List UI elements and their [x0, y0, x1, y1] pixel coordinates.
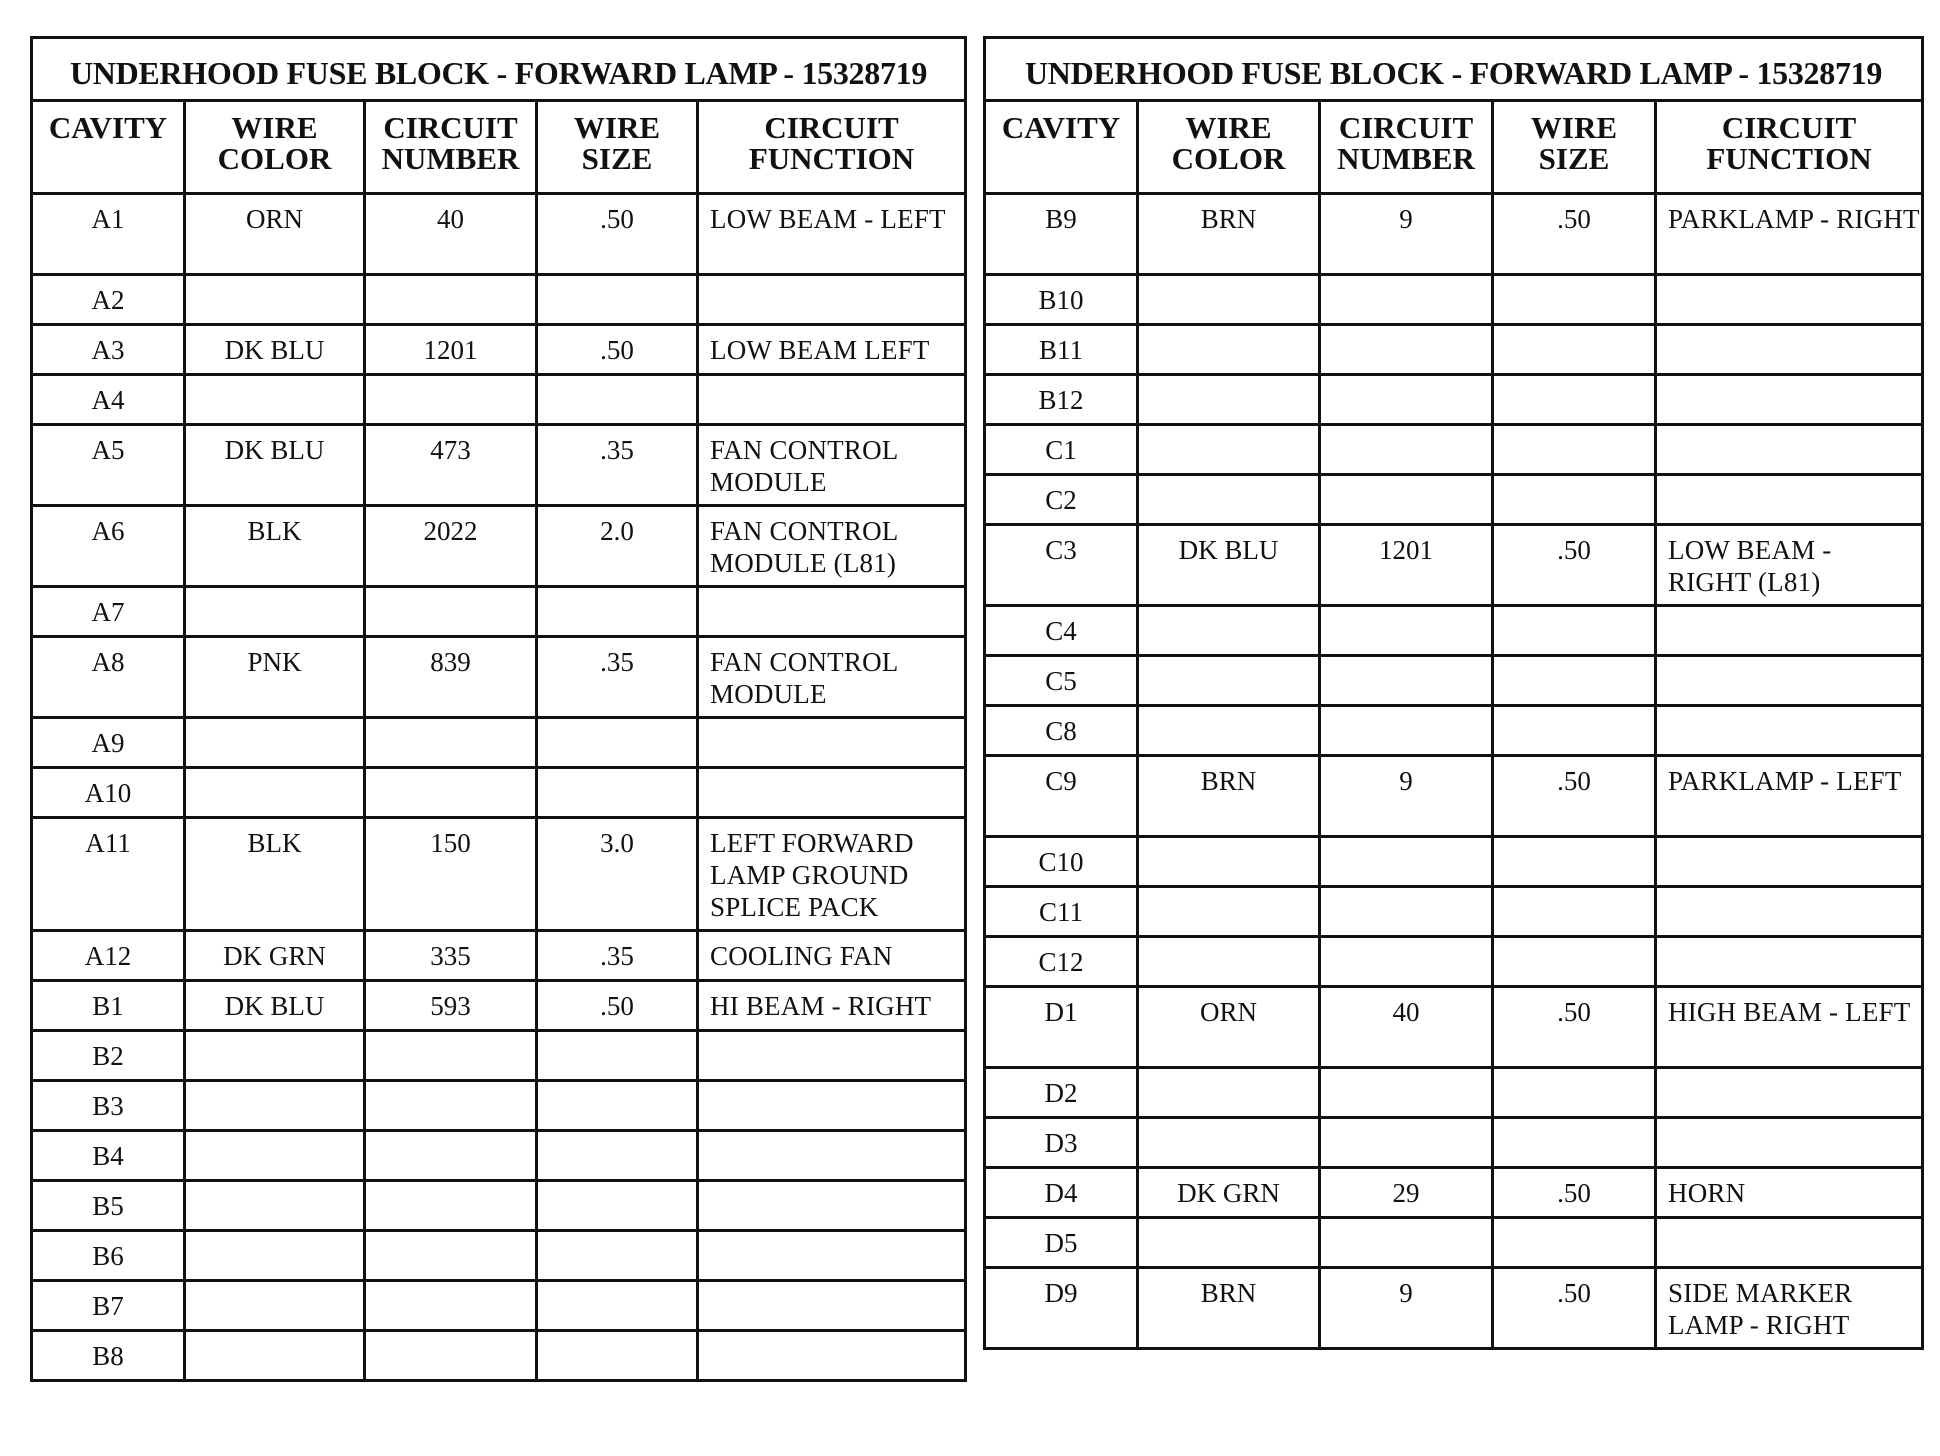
table-row [32, 375, 966, 425]
table-row [32, 275, 966, 325]
cavity-cell: A2 [32, 275, 185, 325]
cavity-cell: B2 [32, 1031, 185, 1081]
circuit-function-cell [698, 1331, 966, 1381]
circuit-number-cell [1320, 375, 1493, 425]
cavity-cell: A10 [32, 768, 185, 818]
header-wire-color: WIRE COLOR [1138, 101, 1320, 194]
wire-color-cell [1138, 1068, 1320, 1118]
cavity-cell: B3 [32, 1081, 185, 1131]
circuit-function-cell [1656, 837, 1923, 887]
circuit-function-cell: LOW BEAM - LEFT [698, 194, 966, 275]
wire-color-cell [1138, 656, 1320, 706]
wire-size-cell: .50 [1493, 525, 1656, 606]
circuit-function-cell: HI BEAM - RIGHT [698, 981, 966, 1031]
wire-color-cell: BRN [1138, 756, 1320, 837]
circuit-function-cell [1656, 1068, 1923, 1118]
cavity-cell: C2 [985, 475, 1138, 525]
cavity-cell: C8 [985, 706, 1138, 756]
circuit-number-cell: 40 [1320, 987, 1493, 1068]
circuit-number-cell [1320, 275, 1493, 325]
circuit-number-cell [1320, 937, 1493, 987]
right-table-body [985, 194, 1923, 1349]
table-row [32, 768, 966, 818]
circuit-number-cell [365, 587, 537, 637]
left-connector-table [30, 36, 967, 1382]
cavity-cell: B1 [32, 981, 185, 1031]
cavity-cell: C3 [985, 525, 1138, 606]
table-row [32, 1231, 966, 1281]
wire-color-cell [185, 1181, 365, 1231]
circuit-function-cell: PARKLAMP - LEFT [1656, 756, 1923, 837]
circuit-number-cell [1320, 425, 1493, 475]
wire-size-cell [537, 1031, 698, 1081]
header-circuit-number: CIRCUIT NUMBER [365, 101, 537, 194]
circuit-function-cell [698, 718, 966, 768]
wire-color-cell [1138, 706, 1320, 756]
wire-size-cell [537, 1231, 698, 1281]
circuit-function-cell [1656, 1118, 1923, 1168]
circuit-number-cell: 9 [1320, 1268, 1493, 1349]
circuit-number-cell [365, 275, 537, 325]
circuit-function-cell [698, 1081, 966, 1131]
table-row [985, 1268, 1923, 1349]
wire-color-cell [185, 1331, 365, 1381]
header-circuit-function: CIRCUIT FUNCTION [1656, 101, 1923, 194]
circuit-number-cell: 29 [1320, 1168, 1493, 1218]
circuit-number-cell: 2022 [365, 506, 537, 587]
table-row [985, 656, 1923, 706]
wire-size-cell: 2.0 [537, 506, 698, 587]
circuit-function-cell [1656, 425, 1923, 475]
cavity-cell: D5 [985, 1218, 1138, 1268]
circuit-function-cell: HORN [1656, 1168, 1923, 1218]
wire-size-cell [1493, 887, 1656, 937]
wire-size-cell [537, 1331, 698, 1381]
circuit-function-cell: FAN CONTROL MODULE [698, 425, 966, 506]
wire-size-cell: 3.0 [537, 818, 698, 931]
table-row [985, 837, 1923, 887]
table-row [985, 525, 1923, 606]
table-row [32, 506, 966, 587]
circuit-number-cell [1320, 837, 1493, 887]
cavity-cell: A3 [32, 325, 185, 375]
wire-color-cell: PNK [185, 637, 365, 718]
wire-size-cell [537, 1281, 698, 1331]
header-cavity: CAVITY [985, 101, 1138, 194]
table-row [985, 425, 1923, 475]
header-row [32, 101, 966, 194]
cavity-cell: B12 [985, 375, 1138, 425]
wire-color-cell: DK BLU [185, 325, 365, 375]
circuit-number-cell [1320, 1068, 1493, 1118]
wire-color-cell: DK BLU [185, 981, 365, 1031]
wire-color-cell: ORN [185, 194, 365, 275]
wire-color-cell: DK GRN [185, 931, 365, 981]
table-title: UNDERHOOD FUSE BLOCK - FORWARD LAMP - 15328719 [985, 38, 1923, 101]
cavity-cell: C1 [985, 425, 1138, 475]
wire-color-cell [185, 1031, 365, 1081]
right-connector-table [983, 36, 1924, 1350]
cavity-cell: A5 [32, 425, 185, 506]
circuit-function-cell [698, 1031, 966, 1081]
table-title: UNDERHOOD FUSE BLOCK - FORWARD LAMP - 15328719 [32, 38, 966, 101]
wire-size-cell: .50 [1493, 1268, 1656, 1349]
table-row [985, 194, 1923, 275]
wire-color-cell [1138, 325, 1320, 375]
cavity-cell: D3 [985, 1118, 1138, 1168]
wire-size-cell [537, 587, 698, 637]
wire-color-cell [185, 768, 365, 818]
cavity-cell: C11 [985, 887, 1138, 937]
wire-color-cell [185, 718, 365, 768]
table-row [32, 325, 966, 375]
cavity-cell: B6 [32, 1231, 185, 1281]
wire-size-cell: .50 [1493, 194, 1656, 275]
wire-color-cell [185, 1131, 365, 1181]
circuit-number-cell: 40 [365, 194, 537, 275]
wire-size-cell [537, 1181, 698, 1231]
table-row [985, 325, 1923, 375]
cavity-cell: B10 [985, 275, 1138, 325]
table-row [985, 375, 1923, 425]
cavity-cell: A9 [32, 718, 185, 768]
cavity-cell: B4 [32, 1131, 185, 1181]
wire-size-cell [537, 768, 698, 818]
cavity-cell: B7 [32, 1281, 185, 1331]
wire-size-cell [537, 718, 698, 768]
cavity-cell: B5 [32, 1181, 185, 1231]
table-row [32, 931, 966, 981]
circuit-function-cell [698, 375, 966, 425]
table-row [32, 718, 966, 768]
wire-size-cell [1493, 325, 1656, 375]
cavity-cell: A7 [32, 587, 185, 637]
table-title-row [32, 38, 966, 101]
table-row [32, 818, 966, 931]
cavity-cell: A11 [32, 818, 185, 931]
circuit-function-cell: LEFT FORWARD LAMP GROUND SPLICE PACK [698, 818, 966, 931]
circuit-number-cell [365, 1131, 537, 1181]
table-row [32, 1081, 966, 1131]
wire-size-cell [1493, 475, 1656, 525]
header-circuit-function: CIRCUIT FUNCTION [698, 101, 966, 194]
wire-color-cell: DK GRN [1138, 1168, 1320, 1218]
wire-size-cell: .35 [537, 637, 698, 718]
table-row [985, 606, 1923, 656]
wire-color-cell: ORN [1138, 987, 1320, 1068]
table-row [985, 887, 1923, 937]
wire-size-cell [1493, 837, 1656, 887]
circuit-function-cell: FAN CONTROL MODULE (L81) [698, 506, 966, 587]
circuit-function-cell [1656, 275, 1923, 325]
table-title-row [985, 38, 1923, 101]
wire-size-cell [1493, 275, 1656, 325]
header-cavity: CAVITY [32, 101, 185, 194]
wire-size-cell [1493, 1218, 1656, 1268]
wire-color-cell [1138, 837, 1320, 887]
circuit-function-cell [1656, 706, 1923, 756]
table-row [985, 1118, 1923, 1168]
table-row [32, 637, 966, 718]
table-row [32, 981, 966, 1031]
circuit-number-cell [1320, 887, 1493, 937]
cavity-cell: C5 [985, 656, 1138, 706]
circuit-function-cell: HIGH BEAM - LEFT [1656, 987, 1923, 1068]
wire-size-cell: .50 [537, 325, 698, 375]
circuit-function-cell [1656, 887, 1923, 937]
wire-size-cell [1493, 706, 1656, 756]
circuit-function-cell [698, 275, 966, 325]
table-row [985, 937, 1923, 987]
cavity-cell: C9 [985, 756, 1138, 837]
table-row [985, 706, 1923, 756]
table-row [32, 1331, 966, 1381]
circuit-number-cell [1320, 606, 1493, 656]
circuit-number-cell [365, 1331, 537, 1381]
circuit-function-cell [698, 1281, 966, 1331]
wire-size-cell: .50 [1493, 756, 1656, 837]
header-wire-size: WIRE SIZE [537, 101, 698, 194]
cavity-cell: A12 [32, 931, 185, 981]
table-row [32, 425, 966, 506]
cavity-cell: A8 [32, 637, 185, 718]
circuit-function-cell [1656, 375, 1923, 425]
circuit-number-cell: 1201 [365, 325, 537, 375]
wire-color-cell [1138, 375, 1320, 425]
circuit-number-cell [1320, 475, 1493, 525]
cavity-cell: C4 [985, 606, 1138, 656]
wire-color-cell [185, 275, 365, 325]
wire-color-cell [1138, 475, 1320, 525]
table-row [32, 587, 966, 637]
circuit-function-cell [698, 1181, 966, 1231]
wire-size-cell [1493, 656, 1656, 706]
wire-color-cell: DK BLU [1138, 525, 1320, 606]
wire-size-cell: .50 [1493, 987, 1656, 1068]
wire-size-cell: .35 [537, 425, 698, 506]
circuit-function-cell [698, 1131, 966, 1181]
cavity-cell: C12 [985, 937, 1138, 987]
circuit-function-cell [698, 1231, 966, 1281]
wire-color-cell [185, 587, 365, 637]
left-table-body [32, 194, 966, 1381]
cavity-cell: D2 [985, 1068, 1138, 1118]
circuit-function-cell [1656, 475, 1923, 525]
table-row [985, 1218, 1923, 1268]
table-row [985, 275, 1923, 325]
wire-color-cell: BRN [1138, 194, 1320, 275]
circuit-function-cell: COOLING FAN [698, 931, 966, 981]
table-row [32, 1281, 966, 1331]
circuit-number-cell [1320, 656, 1493, 706]
circuit-number-cell [1320, 706, 1493, 756]
circuit-function-cell: PARKLAMP - RIGHT [1656, 194, 1923, 275]
circuit-number-cell [365, 1081, 537, 1131]
wire-color-cell [1138, 1118, 1320, 1168]
circuit-number-cell: 473 [365, 425, 537, 506]
wire-size-cell: .50 [1493, 1168, 1656, 1218]
table-row [985, 987, 1923, 1068]
table-row [985, 475, 1923, 525]
circuit-number-cell: 150 [365, 818, 537, 931]
header-circuit-number: CIRCUIT NUMBER [1320, 101, 1493, 194]
wire-color-cell [1138, 887, 1320, 937]
wire-color-cell [1138, 937, 1320, 987]
cavity-cell: C10 [985, 837, 1138, 887]
wire-size-cell [1493, 1068, 1656, 1118]
cavity-cell: A6 [32, 506, 185, 587]
circuit-number-cell: 593 [365, 981, 537, 1031]
circuit-number-cell [365, 768, 537, 818]
circuit-function-cell [1656, 1218, 1923, 1268]
circuit-number-cell: 335 [365, 931, 537, 981]
wire-color-cell [1138, 606, 1320, 656]
circuit-function-cell [1656, 606, 1923, 656]
wire-size-cell [1493, 606, 1656, 656]
table-row [32, 1131, 966, 1181]
table-row [985, 756, 1923, 837]
circuit-number-cell [365, 718, 537, 768]
wire-color-cell [1138, 1218, 1320, 1268]
cavity-cell: D4 [985, 1168, 1138, 1218]
circuit-function-cell: SIDE MARKER LAMP - RIGHT [1656, 1268, 1923, 1349]
header-wire-size: WIRE SIZE [1493, 101, 1656, 194]
wire-color-cell [1138, 425, 1320, 475]
wire-size-cell [537, 375, 698, 425]
wire-color-cell: DK BLU [185, 425, 365, 506]
wire-size-cell: .35 [537, 931, 698, 981]
table-row [32, 194, 966, 275]
wire-color-cell [185, 1281, 365, 1331]
wire-size-cell [537, 1081, 698, 1131]
circuit-function-cell [698, 587, 966, 637]
circuit-number-cell [1320, 325, 1493, 375]
circuit-function-cell [698, 768, 966, 818]
circuit-function-cell [1656, 325, 1923, 375]
circuit-number-cell [365, 1031, 537, 1081]
wire-size-cell [1493, 375, 1656, 425]
circuit-function-cell [1656, 937, 1923, 987]
table-row [32, 1181, 966, 1231]
cavity-cell: B11 [985, 325, 1138, 375]
wire-size-cell [1493, 425, 1656, 475]
table-row [32, 1031, 966, 1081]
wire-size-cell: .50 [537, 981, 698, 1031]
wire-size-cell: .50 [537, 194, 698, 275]
wire-color-cell [185, 375, 365, 425]
cavity-cell: D9 [985, 1268, 1138, 1349]
circuit-function-cell: LOW BEAM LEFT [698, 325, 966, 375]
circuit-number-cell [365, 375, 537, 425]
wire-color-cell [185, 1231, 365, 1281]
circuit-function-cell: LOW BEAM - RIGHT (L81) [1656, 525, 1923, 606]
circuit-number-cell [1320, 1218, 1493, 1268]
cavity-cell: B8 [32, 1331, 185, 1381]
wire-color-cell [1138, 275, 1320, 325]
circuit-function-cell [1656, 656, 1923, 706]
circuit-number-cell [365, 1281, 537, 1331]
cavity-cell: A4 [32, 375, 185, 425]
circuit-number-cell: 9 [1320, 194, 1493, 275]
wire-size-cell [1493, 937, 1656, 987]
header-wire-color: WIRE COLOR [185, 101, 365, 194]
table-row [985, 1168, 1923, 1218]
wire-size-cell [537, 275, 698, 325]
header-row [985, 101, 1923, 194]
cavity-cell: B9 [985, 194, 1138, 275]
circuit-function-cell: FAN CONTROL MODULE [698, 637, 966, 718]
table-row [985, 1068, 1923, 1118]
wire-color-cell: BRN [1138, 1268, 1320, 1349]
circuit-number-cell [365, 1181, 537, 1231]
wire-color-cell: BLK [185, 818, 365, 931]
cavity-cell: D1 [985, 987, 1138, 1068]
wire-color-cell [185, 1081, 365, 1131]
circuit-number-cell [365, 1231, 537, 1281]
cavity-cell: A1 [32, 194, 185, 275]
circuit-number-cell [1320, 1118, 1493, 1168]
wire-color-cell: BLK [185, 506, 365, 587]
circuit-number-cell: 1201 [1320, 525, 1493, 606]
wire-size-cell [537, 1131, 698, 1181]
circuit-number-cell: 839 [365, 637, 537, 718]
circuit-number-cell: 9 [1320, 756, 1493, 837]
wire-size-cell [1493, 1118, 1656, 1168]
